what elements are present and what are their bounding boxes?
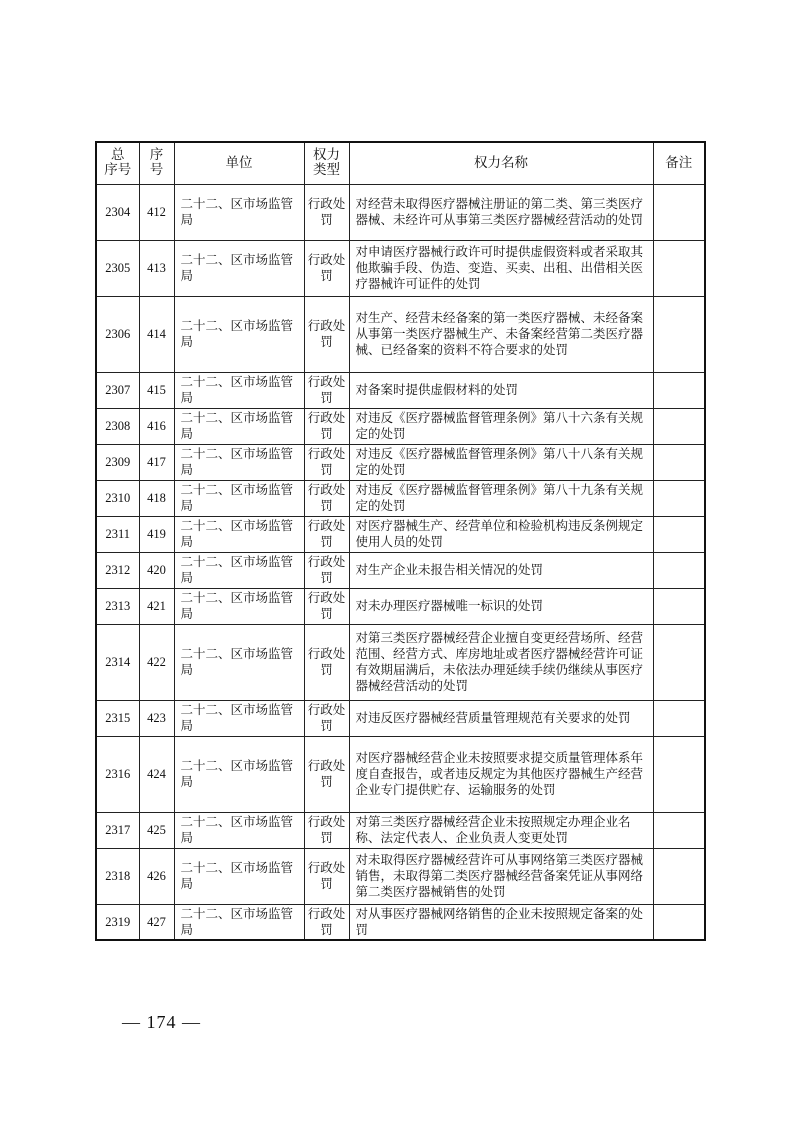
- note-cell: [653, 444, 705, 480]
- power-type-cell: 行政处罚: [304, 736, 349, 812]
- sequence-number-cell: 418: [139, 480, 174, 516]
- table-row: [96, 624, 705, 700]
- power-name-cell: 对未办理医疗器械唯一标识的处罚: [349, 588, 653, 624]
- total-number-cell: 2315: [96, 700, 139, 736]
- note-cell: [653, 240, 705, 296]
- total-number-cell: 2312: [96, 552, 139, 588]
- unit-cell: 二十二、区市场监管局: [174, 444, 304, 480]
- power-name-cell: 对备案时提供虚假材料的处罚: [349, 372, 653, 408]
- table-row: [96, 700, 705, 736]
- power-name-cell: 对经营未取得医疗器械注册证的第二类、第三类医疗器械、未经许可从事第三类医疗器械经营活动的处罚: [349, 184, 653, 240]
- unit-cell: 二十二、区市场监管局: [174, 240, 304, 296]
- header-power-type: 权力 类型: [304, 142, 349, 184]
- header-unit: 单位: [174, 142, 304, 184]
- unit-cell: 二十二、区市场监管局: [174, 904, 304, 940]
- total-number-cell: 2318: [96, 848, 139, 904]
- total-number-cell: 2316: [96, 736, 139, 812]
- note-cell: [653, 552, 705, 588]
- header-power-name: 权力名称: [349, 142, 653, 184]
- total-number-cell: 2313: [96, 588, 139, 624]
- power-type-cell: 行政处罚: [304, 296, 349, 372]
- power-name-cell: 对违反《医疗器械监督管理条例》第八十六条有关规定的处罚: [349, 408, 653, 444]
- sequence-number-cell: 425: [139, 812, 174, 848]
- total-number-cell: 2309: [96, 444, 139, 480]
- sequence-number-cell: 420: [139, 552, 174, 588]
- power-type-cell: 行政处罚: [304, 904, 349, 940]
- note-cell: [653, 700, 705, 736]
- power-type-cell: 行政处罚: [304, 700, 349, 736]
- sequence-number-cell: 426: [139, 848, 174, 904]
- sequence-number-cell: 413: [139, 240, 174, 296]
- power-name-cell: 对违反医疗器械经营质量管理规范有关要求的处罚: [349, 700, 653, 736]
- note-cell: [653, 372, 705, 408]
- power-list-table: [95, 141, 706, 941]
- power-name-cell: 对违反《医疗器械监督管理条例》第八十九条有关规定的处罚: [349, 480, 653, 516]
- sequence-number-cell: 423: [139, 700, 174, 736]
- power-type-cell: 行政处罚: [304, 588, 349, 624]
- table-row: [96, 588, 705, 624]
- sequence-number-cell: 427: [139, 904, 174, 940]
- total-number-cell: 2304: [96, 184, 139, 240]
- power-type-cell: 行政处罚: [304, 372, 349, 408]
- sequence-number-cell: 417: [139, 444, 174, 480]
- unit-cell: 二十二、区市场监管局: [174, 184, 304, 240]
- unit-cell: 二十二、区市场监管局: [174, 296, 304, 372]
- total-number-cell: 2319: [96, 904, 139, 940]
- power-type-cell: 行政处罚: [304, 240, 349, 296]
- power-name-cell: 对从事医疗器械网络销售的企业未按照规定备案的处罚: [349, 904, 653, 940]
- power-type-cell: 行政处罚: [304, 184, 349, 240]
- note-cell: [653, 516, 705, 552]
- table-header-row: [96, 142, 705, 184]
- power-name-cell: 对第三类医疗器械经营企业擅自变更经营场所、经营范围、经营方式、库房地址或者医疗器械经营许可证有效期届满后，未依法办理延续手续仍继续从事医疗器械经营活动的处罚: [349, 624, 653, 700]
- unit-cell: 二十二、区市场监管局: [174, 624, 304, 700]
- note-cell: [653, 296, 705, 372]
- unit-cell: 二十二、区市场监管局: [174, 516, 304, 552]
- sequence-number-cell: 414: [139, 296, 174, 372]
- table-row: [96, 904, 705, 940]
- table-row: [96, 444, 705, 480]
- total-number-cell: 2305: [96, 240, 139, 296]
- power-type-cell: 行政处罚: [304, 408, 349, 444]
- unit-cell: 二十二、区市场监管局: [174, 848, 304, 904]
- power-type-cell: 行政处罚: [304, 552, 349, 588]
- table-row: [96, 552, 705, 588]
- total-number-cell: 2317: [96, 812, 139, 848]
- note-cell: [653, 588, 705, 624]
- header-sequence-number: 序 号: [139, 142, 174, 184]
- power-name-cell: 对医疗器械生产、经营单位和检验机构违反条例规定使用人员的处罚: [349, 516, 653, 552]
- table-row: [96, 408, 705, 444]
- sequence-number-cell: 422: [139, 624, 174, 700]
- unit-cell: 二十二、区市场监管局: [174, 552, 304, 588]
- power-type-cell: 行政处罚: [304, 848, 349, 904]
- note-cell: [653, 736, 705, 812]
- power-name-cell: 对医疗器械经营企业未按照要求提交质量管理体系年度自查报告，或者违反规定为其他医疗器械生产经营企业专门提供贮存、运输服务的处罚: [349, 736, 653, 812]
- unit-cell: 二十二、区市场监管局: [174, 408, 304, 444]
- power-type-cell: 行政处罚: [304, 624, 349, 700]
- power-name-cell: 对第三类医疗器械经营企业未按照规定办理企业名称、法定代表人、企业负责人变更处罚: [349, 812, 653, 848]
- total-number-cell: 2314: [96, 624, 139, 700]
- unit-cell: 二十二、区市场监管局: [174, 480, 304, 516]
- note-cell: [653, 812, 705, 848]
- total-number-cell: 2307: [96, 372, 139, 408]
- power-name-cell: 对未取得医疗器械经营许可从事网络第三类医疗器械销售，未取得第二类医疗器械经营备案凭证从事网络第二类医疗器械销售的处罚: [349, 848, 653, 904]
- unit-cell: 二十二、区市场监管局: [174, 588, 304, 624]
- table-row: [96, 296, 705, 372]
- table-row: [96, 184, 705, 240]
- power-type-cell: 行政处罚: [304, 480, 349, 516]
- power-name-cell: 对申请医疗器械行政许可时提供虚假资料或者采取其他欺骗手段、伪造、变造、买卖、出租、出借相关医疗器械许可证件的处罚: [349, 240, 653, 296]
- table-row: [96, 736, 705, 812]
- sequence-number-cell: 424: [139, 736, 174, 812]
- table-row: [96, 812, 705, 848]
- table-row: [96, 516, 705, 552]
- total-number-cell: 2310: [96, 480, 139, 516]
- unit-cell: 二十二、区市场监管局: [174, 700, 304, 736]
- total-number-cell: 2306: [96, 296, 139, 372]
- unit-cell: 二十二、区市场监管局: [174, 736, 304, 812]
- unit-cell: 二十二、区市场监管局: [174, 372, 304, 408]
- sequence-number-cell: 421: [139, 588, 174, 624]
- note-cell: [653, 480, 705, 516]
- sequence-number-cell: 416: [139, 408, 174, 444]
- header-note: 备注: [653, 142, 705, 184]
- sequence-number-cell: 412: [139, 184, 174, 240]
- note-cell: [653, 408, 705, 444]
- sequence-number-cell: 419: [139, 516, 174, 552]
- table-row: [96, 372, 705, 408]
- power-type-cell: 行政处罚: [304, 516, 349, 552]
- power-name-cell: 对生产企业未报告相关情况的处罚: [349, 552, 653, 588]
- header-total-number: 总 序号: [96, 142, 139, 184]
- table-row: [96, 848, 705, 904]
- power-type-cell: 行政处罚: [304, 812, 349, 848]
- note-cell: [653, 848, 705, 904]
- note-cell: [653, 184, 705, 240]
- power-name-cell: 对违反《医疗器械监督管理条例》第八十八条有关规定的处罚: [349, 444, 653, 480]
- note-cell: [653, 624, 705, 700]
- note-cell: [653, 904, 705, 940]
- unit-cell: 二十二、区市场监管局: [174, 812, 304, 848]
- table-row: [96, 240, 705, 296]
- total-number-cell: 2311: [96, 516, 139, 552]
- power-type-cell: 行政处罚: [304, 444, 349, 480]
- power-name-cell: 对生产、经营未经备案的第一类医疗器械、未经备案从事第一类医疗器械生产、未备案经营第二类医疗器械、已经备案的资料不符合要求的处罚: [349, 296, 653, 372]
- page-number: — 174 —: [122, 1012, 201, 1032]
- table-row: [96, 480, 705, 516]
- total-number-cell: 2308: [96, 408, 139, 444]
- sequence-number-cell: 415: [139, 372, 174, 408]
